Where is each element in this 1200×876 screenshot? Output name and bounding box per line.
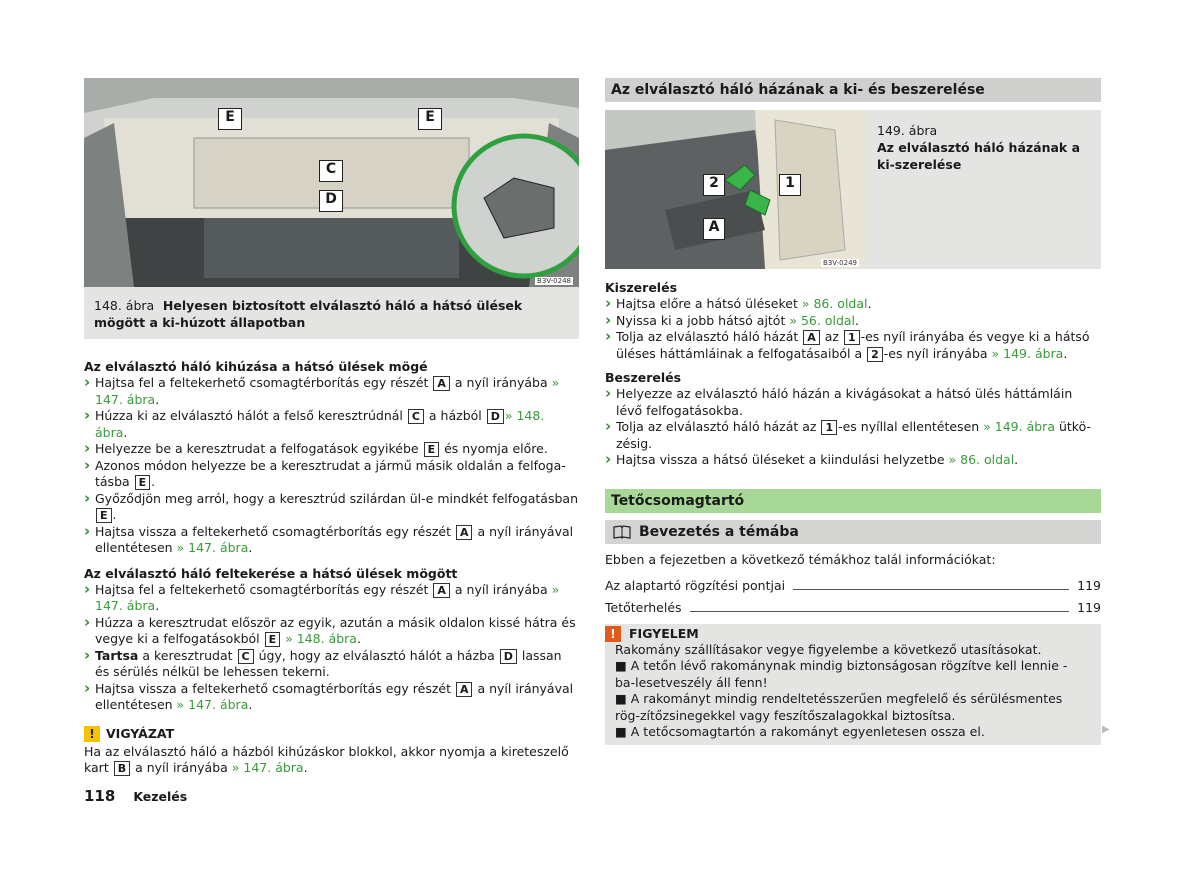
step-text: -es nyíl irányába [883,345,992,361]
chapter-name: Kezelés [133,789,188,804]
toc-page: 119 [1077,577,1101,593]
step-item [605,296,1101,313]
step-text: Győződjön meg arról, hogy a keresztrúd szilárdan ül-e mindkét felfogatásban [95,490,578,506]
label-2: 2 [703,174,725,196]
cross-reference-link[interactable]: » 149. ábra [991,345,1064,361]
step-text: Hajtsa előre a hátsó üléseket [616,296,802,311]
step-text: -es nyíllal ellentétesen [838,419,984,434]
label-box: A [433,376,450,391]
step-text: Helyezze be a keresztrudat a felfogatások egyikébe [95,441,423,456]
step-item [84,458,579,491]
step-text: . [248,697,253,712]
label-box: E [424,442,440,457]
caution-line: Rakomány szállításakor vegye figyelembe a következő utasításokat. [615,641,1042,657]
figure-148-image [84,78,579,287]
step-text: . [867,296,872,311]
step-text: Helyezze az elválasztó háló házán a kivágásokat a hátsó ülés háttámláin lévő felfogatásokba. [616,386,1073,418]
step-text: . [855,312,859,328]
step-text: Húzza a keresztrudat először az egyik, azután a másik oldalon kissé hátra és vegye ki a felfogatásokból [95,614,576,646]
step-text: . [112,507,117,522]
toc-leader [793,589,1069,590]
intro-header [605,520,1101,544]
toc-entry[interactable] [605,578,1101,594]
figure-149-caption [865,110,1095,269]
label-c: C [319,160,343,182]
label-box: A [456,682,473,697]
warning-text [84,744,579,777]
step-item [84,615,579,648]
label-1: 1 [779,174,801,196]
cross-reference-link[interactable]: » 147. ábra [95,581,560,613]
warning-text-b: a nyíl irányába [131,760,232,775]
step-text: Azonos módon helyezze be a keresztrudat a jármű másik oldalán a felfoga-tásba [95,457,566,489]
figure-number: 149. ábra [877,123,938,138]
trunk-illustration [84,78,579,287]
figure-149-image [605,110,865,269]
step-text: a házból [424,408,486,423]
toc-page: 119 [1077,599,1101,615]
label-a: A [703,218,725,240]
cross-reference-link[interactable]: » 147. ábra [95,375,560,407]
step-item [605,419,1101,452]
label-box: A [456,525,473,540]
step-text: lassan és sérülés nélkül be lehessen tekerni. [95,647,562,679]
install-title: Beszerelés [605,370,682,385]
step-text: a nyíl irányával ellentétesen [95,680,574,712]
section-extend-steps [84,375,579,557]
figure-title: Az elválasztó háló házának a ki-szerelése [877,140,1081,172]
step-text: Hajtsa fel a feltekerhető csomagtérborítás egy részét [95,581,433,597]
step-text: Húzza ki az elválasztó hálót a felső keresztrúdnál [95,408,407,423]
caution-box [605,624,1101,745]
step-item [605,452,1101,469]
section-retract-steps [84,582,579,714]
step-text: és nyomja előre. [440,441,548,456]
step-text: . [248,540,253,555]
step-text: a nyíl irányával ellentétesen [95,523,574,555]
section-retract-title: Az elválasztó háló feltekerése a hátsó ülések mögött [84,565,458,581]
label-box: 1 [821,420,837,435]
removal-steps [605,296,1101,362]
step-text: úgy, hogy az elválasztó hálót a házba [254,647,499,663]
step-emphasis: Tartsa [95,647,139,663]
caution-title: FIGYELEM [629,626,699,641]
step-text: . [123,424,128,440]
cross-reference-link[interactable]: » 86. oldal [948,452,1015,467]
step-item [605,386,1101,419]
cross-reference-link[interactable]: » 147. ábra [176,540,249,555]
caution-line: ■ A rakományt mindig rendeltetésszerűen megfelelő és sérülésmentes rög-zítőzsinegekkel vagy feszítőszalagokkal biztosítsa. [615,691,1063,723]
label-box: D [500,649,517,664]
figure-148-caption [84,287,579,339]
warning-text-a: Ha az elválasztó háló a házból kihúzáskor blokkol, akkor nyomja a kireteszelő kart [84,743,569,775]
toc-label: Az alaptartó rögzítési pontjai [605,577,786,593]
page-footer [84,787,187,805]
label-box: B [114,761,130,776]
label-e-right: E [418,108,442,130]
cross-reference-link[interactable]: » 149. ábra [983,419,1055,434]
step-text: . [155,598,160,613]
step-text: a keresztrudat [138,647,237,663]
step-text: Hajtsa fel a feltekerhető csomagtérborítás egy részét [95,375,433,390]
step-text: Tolja az elválasztó háló házát az [616,419,821,434]
step-item [605,329,1101,362]
step-text: . [356,631,361,646]
install-steps [605,386,1101,469]
toc-leader [690,611,1070,612]
step-text: Hajtsa vissza a feltekerhető csomagtérborítás egy részét [95,680,455,696]
toc-entry[interactable] [605,600,1101,616]
caution-lines [615,642,1091,741]
warning-title [84,726,579,742]
figure-title: Helyesen biztosított elválasztó háló a hátsó ülések mögött a ki-húzott állapotban [94,298,523,330]
label-e-left: E [218,108,242,130]
next-page-arrow-icon[interactable]: ▶ [1102,724,1110,735]
step-item [84,681,579,714]
step-item [84,491,579,524]
cross-reference-link[interactable]: » 147. ábra [176,697,249,712]
step-item [84,524,579,557]
exclamation-icon: ! [84,726,100,742]
step-text: az [820,329,843,344]
step-text: a nyíl irányába [450,375,552,390]
seat-illustration [605,110,865,269]
removal-title: Kiszerelés [605,280,678,295]
step-item [605,313,1101,330]
step-text: Nyissa ki a jobb hátsó ajtót [616,312,790,328]
step-text: Hajtsa vissza a hátsó üléseket a kiindulási helyzetbe [616,452,949,467]
step-item [84,408,579,441]
figure-code: B3V-0248 [537,277,571,285]
step-text: . [1014,452,1019,467]
cross-reference-link[interactable]: » 148. ábra [285,631,357,646]
step-text: ütkö-zésig. [616,419,1091,451]
step-text: . [155,391,160,407]
label-box: 1 [844,330,860,345]
intro-header-label: Bevezetés a témába [639,523,799,540]
step-text: a nyíl irányába [450,581,552,597]
label-d: D [319,190,343,212]
step-text: -es nyíl irányába és vegye ki a hátsó üléses háttámláinak a felfogatásaiból a [616,329,1090,361]
figure-code: B3V-0249 [823,259,857,267]
step-item [84,441,579,458]
section-extend-title: Az elválasztó háló kihúzása a hátsó ülések mögé [84,359,428,374]
label-box: E [135,475,151,490]
figure-149-block [605,110,1101,269]
right-column [605,78,1101,745]
roof-rack-header: Tetőcsomagtartó [605,489,1101,513]
toc-list [605,578,1101,616]
label-box: C [408,409,424,424]
step-item [84,375,579,408]
cross-reference-link[interactable]: » 86. oldal [801,296,868,311]
label-box: A [803,330,820,345]
step-text: . [1063,345,1068,361]
step-text: Tolja az elválasztó háló házát [616,329,803,344]
label-box: D [487,409,504,424]
label-box: C [238,649,254,664]
label-box: E [96,508,112,523]
warning-text-c: . [303,760,308,775]
figure-number: 148. ábra [94,298,155,313]
left-column [84,78,579,777]
step-item [84,582,579,615]
intro-text: Ebben a fejezetben a következő témákhoz talál információkat: [605,551,996,567]
page-number: 118 [84,787,116,805]
caution-line: ■ A tetőn lévő rakománynak mindig biztonságosan rögzítve kell lennie - ba-lesetveszély áll fenn! [615,658,1068,690]
toc-label: Tetőterhelés [605,599,682,615]
label-box: A [433,583,450,598]
exclamation-icon: ! [605,626,621,642]
cross-reference-link[interactable]: » 147. ábra [231,760,304,775]
label-box: E [265,632,281,647]
caution-line: ■ A tetőcsomagtartón a rakományt egyenletesen ossza el. [615,724,985,739]
cross-reference-link[interactable]: » 148. ábra [95,408,545,440]
book-icon [613,525,631,539]
step-text: . [151,474,156,489]
cross-reference-link[interactable]: » 56. oldal [789,312,856,328]
warning-label: VIGYÁZAT [106,726,175,741]
caution-header [605,626,1091,642]
housing-section-header: Az elválasztó háló házának a ki- és beszerelése [605,78,1101,102]
step-item [84,648,579,681]
label-box: 2 [867,347,883,362]
step-text: Hajtsa vissza a feltekerhető csomagtérborítás egy részét [95,523,455,539]
